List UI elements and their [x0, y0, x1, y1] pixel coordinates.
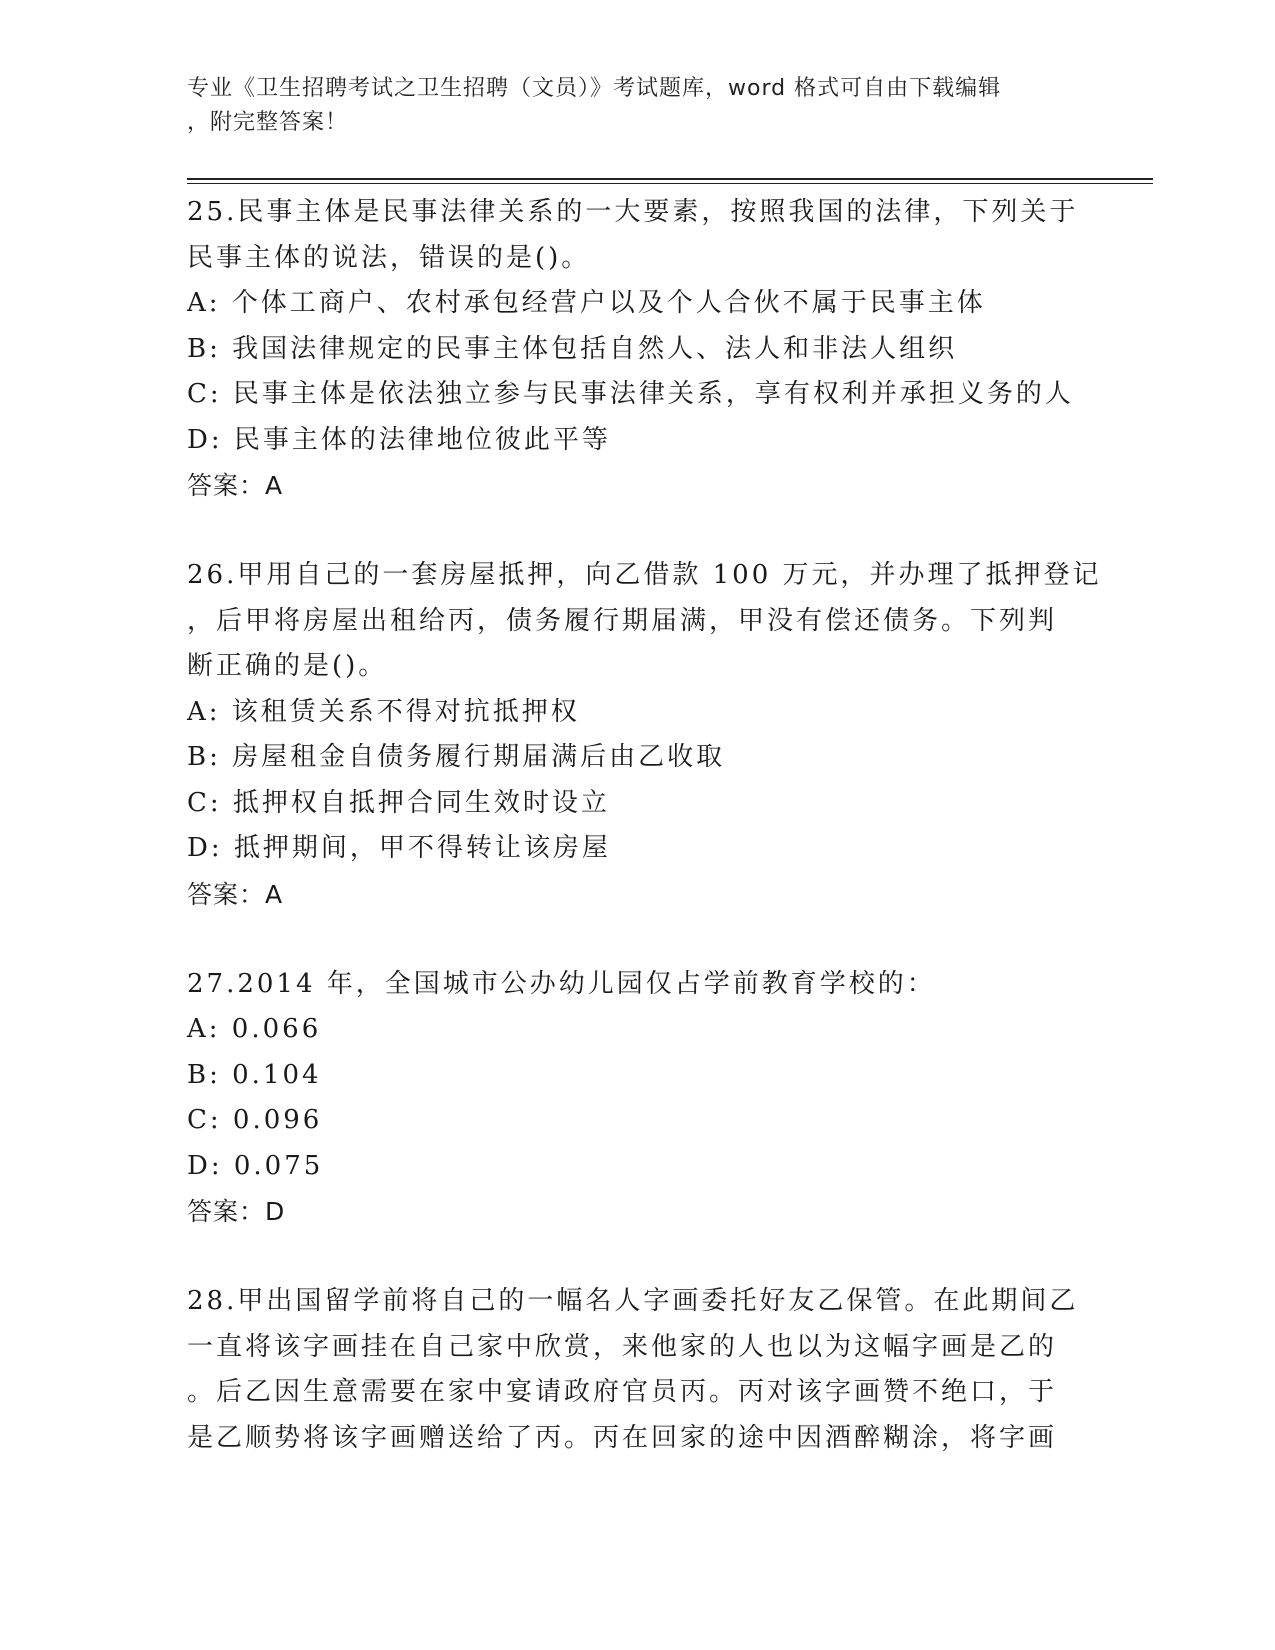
answer-label: 答案：D [187, 1197, 286, 1226]
question-stem-line: 民事主体的说法，错误的是()。 [187, 242, 591, 273]
question-27 [187, 962, 1087, 1235]
header-divider-thin [187, 183, 1153, 184]
answer-label: 答案：A [187, 879, 284, 909]
option-c: C: 民事主体是依法独立参与民事法律关系，享有权利并承担义务的人 [187, 379, 1074, 409]
question-stem-line: 一直将该字画挂在自己家中欣赏，来他家的人也以为这幅字画是乙的 [187, 1331, 1058, 1362]
question-stem-line: ，后甲将房屋出租给丙，债务履行期届满，甲没有偿还债务。下列判 [187, 605, 1058, 636]
option-d: D: 民事主体的法律地位彼此平等 [187, 424, 611, 455]
option-a: A: 个体工商户、农村承包经营户以及个人合伙不属于民事主体 [187, 288, 986, 318]
option-d: D: 0.075 [187, 1150, 324, 1181]
question-stem-line: 断正确的是()。 [187, 651, 388, 681]
option-b: B: 我国法律规定的民事主体包括自然人、法人和非法人组织 [187, 333, 958, 364]
question-stem-line: 27.2014 年，全国城市公办幼儿园仅占学前教育学校的： [187, 968, 936, 999]
header-divider-thick [187, 178, 1153, 180]
question-list [187, 190, 1102, 1461]
question-stem-line: 26.甲用自己的一套房屋抵押，向乙借款 100 万元，并办理了抵押登记 [187, 560, 1102, 590]
answer-label: 答案：A [187, 471, 284, 500]
option-c: C: 0.096 [187, 1105, 323, 1135]
question-stem-line: 28.甲出国留学前将自己的一幅名人字画委托好友乙保管。在此期间乙 [187, 1286, 1079, 1316]
header-line-2: ，附完整答案！ [187, 110, 349, 135]
option-c: C: 抵押权自抵押合同生效时设立 [187, 787, 610, 818]
document-header [187, 72, 1067, 140]
question-28 [187, 1279, 1087, 1461]
question-26 [187, 553, 1102, 917]
question-25 [187, 190, 1087, 508]
question-stem-line: 25.民事主体是民事法律关系的一大要素，按照我国的法律，下列关于 [187, 197, 1079, 227]
question-stem-line: 是乙顺势将该字画赠送给了丙。丙在回家的途中因酒醉糊涂，将字画 [187, 1422, 1058, 1453]
option-b: B: 房屋租金自债务履行期届满后由乙收取 [187, 742, 726, 772]
option-b: B: 0.104 [187, 1059, 322, 1090]
header-line-1: 专业《卫生招聘考试之卫生招聘（文员）》考试题库，word 格式可自由下载编辑 [187, 76, 1002, 101]
option-d: D: 抵押期间，甲不得转让该房屋 [187, 833, 611, 863]
option-a: A: 0.066 [187, 1014, 322, 1044]
option-a: A: 该租赁关系不得对抗抵押权 [187, 696, 580, 727]
question-stem-line: 。后乙因生意需要在家中宴请政府官员丙。丙对该字画赞不绝口，于 [187, 1377, 1058, 1407]
